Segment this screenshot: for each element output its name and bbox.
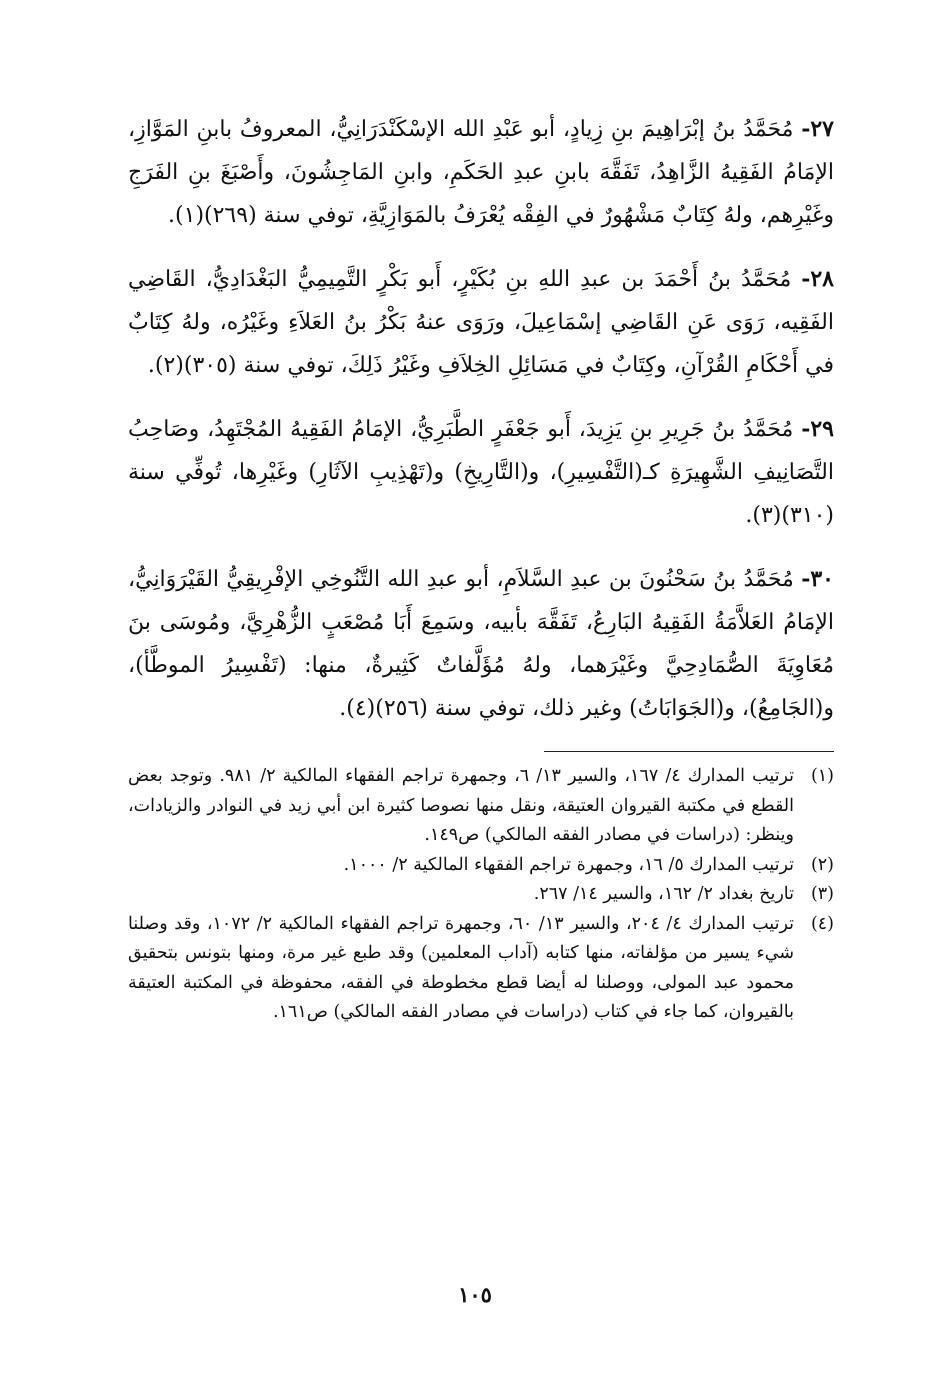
footnote-number: (١): [810, 766, 834, 786]
footnote-text: ترتيب المدارك ٤/ ٢٠٤، والسير ١٣/ ٦٠، وجمهرة تراجم الفقهاء المالكية ٢/ ١٠٧٢، وقد وصلنا شيء يسير من مؤلفاته، منها كتابه (آداب المعلمين) وقد طبع غير مرة، ومنها بتونس بتحقيق محمود عبد المولى، ووصلنا له أيضا قطع مخطوطة في الفقه، محفوظة في المكتبة العتيقة بالقيروان، كما جاء في كتاب (دراسات في مصادر الفقه المالكي) ص١٦١.: [128, 913, 794, 1022]
footnote-number: (٤): [810, 913, 834, 934]
footnote-separator: [544, 751, 834, 752]
entry-28: [128, 258, 834, 387]
entry-number: ٣٠-: [801, 566, 834, 592]
entry-number: ٢٧-: [801, 116, 834, 142]
footnote-text: ترتيب المدارك ٤/ ١٦٧، والسير ١٣/ ٦، وجمهرة تراجم الفقهاء المالكية ٢/ ٩٨١. وتوجد بعض القطع في مكتبة القيروان العتيقة، ونقل منها نصوصا كثيرة ابن أبي زيد في النوادر والزيادات، وينظر: (دراسات في مصادر الفقه المالكي) ص١٤٩.: [128, 766, 794, 845]
footnote-4: [128, 910, 834, 1028]
footnote-text: ترتيب المدارك ٥/ ١٦، وجمهرة تراجم الفقهاء المالكية ٢/ ١٠٠٠.: [343, 854, 794, 875]
entry-27: [128, 108, 834, 237]
entry-number: ٢٩-: [801, 416, 834, 442]
entry-text: مُحَمَّدُ بنُ أَحْمَدَ بن عبدِ اللهِ بنِ بُكَيْرٍ، أَبو بَكْرٍ التَّمِيمِيُّ البَغْدَادِيُّ، القَاضِي الفَقِيه، رَوَى عَنِ القَاضِي إسْمَاعِيلَ، ورَوَى عنهُ بَكْرُ بنُ العَلاَءِ وغَيْرُه، ولهُ كِتَابٌ في أَحْكَامِ القُرْآنِ، وكِتَابٌ في مَسَائِلِ الخِلاَفِ وغَيْرُ ذَلِكَ، توفي سنة (٣٠٥)(٢).: [128, 267, 834, 378]
footnote-2: [128, 851, 834, 881]
entry-number: ٢٨-: [801, 266, 834, 292]
entry-text: مُحَمَّدُ بنُ إبْرَاهِيمَ بنِ زِيادٍ، أبو عَبْدِ الله الإسْكَنْدَرَانِيُّ، المعروفُ بابنِ المَوَّازِ، الإمَامُ الفَقِيهُ الزَّاهِدُ، تَفَقَّهَ بابنِ عبدِ الحَكَمِ، وابنِ المَاجِشُونَ، وأَصْبَغَ بنِ الفَرَجِ وغَيْرِهم، ولهُ كِتَابٌ مَشْهُورٌ في الفِقْه يُعْرَفُ بالمَوَازِيَّةِ، توفي سنة (٢٦٩)(١).: [128, 117, 834, 228]
footnote-number: (٢): [810, 854, 834, 875]
footnote-3: [128, 880, 834, 910]
entry-29: [128, 408, 834, 537]
footnote-number: (٣): [810, 884, 834, 904]
footnotes: [128, 762, 834, 1028]
entry-text: مُحَمَّدُ بنُ سَحْنُونَ بن عبدِ السَّلاَمِ، أبو عبدِ الله التَّنُوخِي الإفْرِيقِيُّ القَيْرَوَانِيُّ، الإمَامُ العَلاَّمَةُ الفَقِيهُ البَارِعُ، تَفَقَّهَ بأبيه، وسَمِعَ أَبَا مُصْعَبٍ الزُّهْرِيَّ، ومُوسَى بنَ مُعَاوِيَةَ الصُّمَادِحِيَّ وغَيْرَهما، ولهُ مُؤَلَّفاتٌ كَثِيرةٌ، منها: (تَفْسِيرُ الموطَّأ)، و(الجَامِعُ)، و(الجَوَابَاتُ) وغير ذلك، توفي سنة (٢٥٦)(٤).: [128, 567, 834, 721]
page-body: [128, 108, 834, 1028]
entry-30: [128, 558, 834, 730]
entry-text: مُحَمَّدُ بنُ جَرِيرِ بنِ يَزِيدَ، أَبو جَعْفَرٍ الطَّبَرِيُّ، الإمَامُ الفَقِيهُ المُجْتَهِدُ، وصَاحِبُ التَّصَانِيفِ الشَّهِيرَةِ كـ(التَّفْسِيرِ)، و(التَّارِيخِ) و(تَهْذِيبِ الآثَارِ) وغَيْرِها، تُوفِّي سنة (٣١٠)(٣).: [128, 417, 834, 528]
footnote-1: [128, 762, 834, 851]
footnote-text: تاريخ بغداد ٢/ ١٦٢، والسير ١٤/ ٢٦٧.: [533, 884, 794, 904]
page-number: ١٠٥: [458, 1282, 492, 1307]
